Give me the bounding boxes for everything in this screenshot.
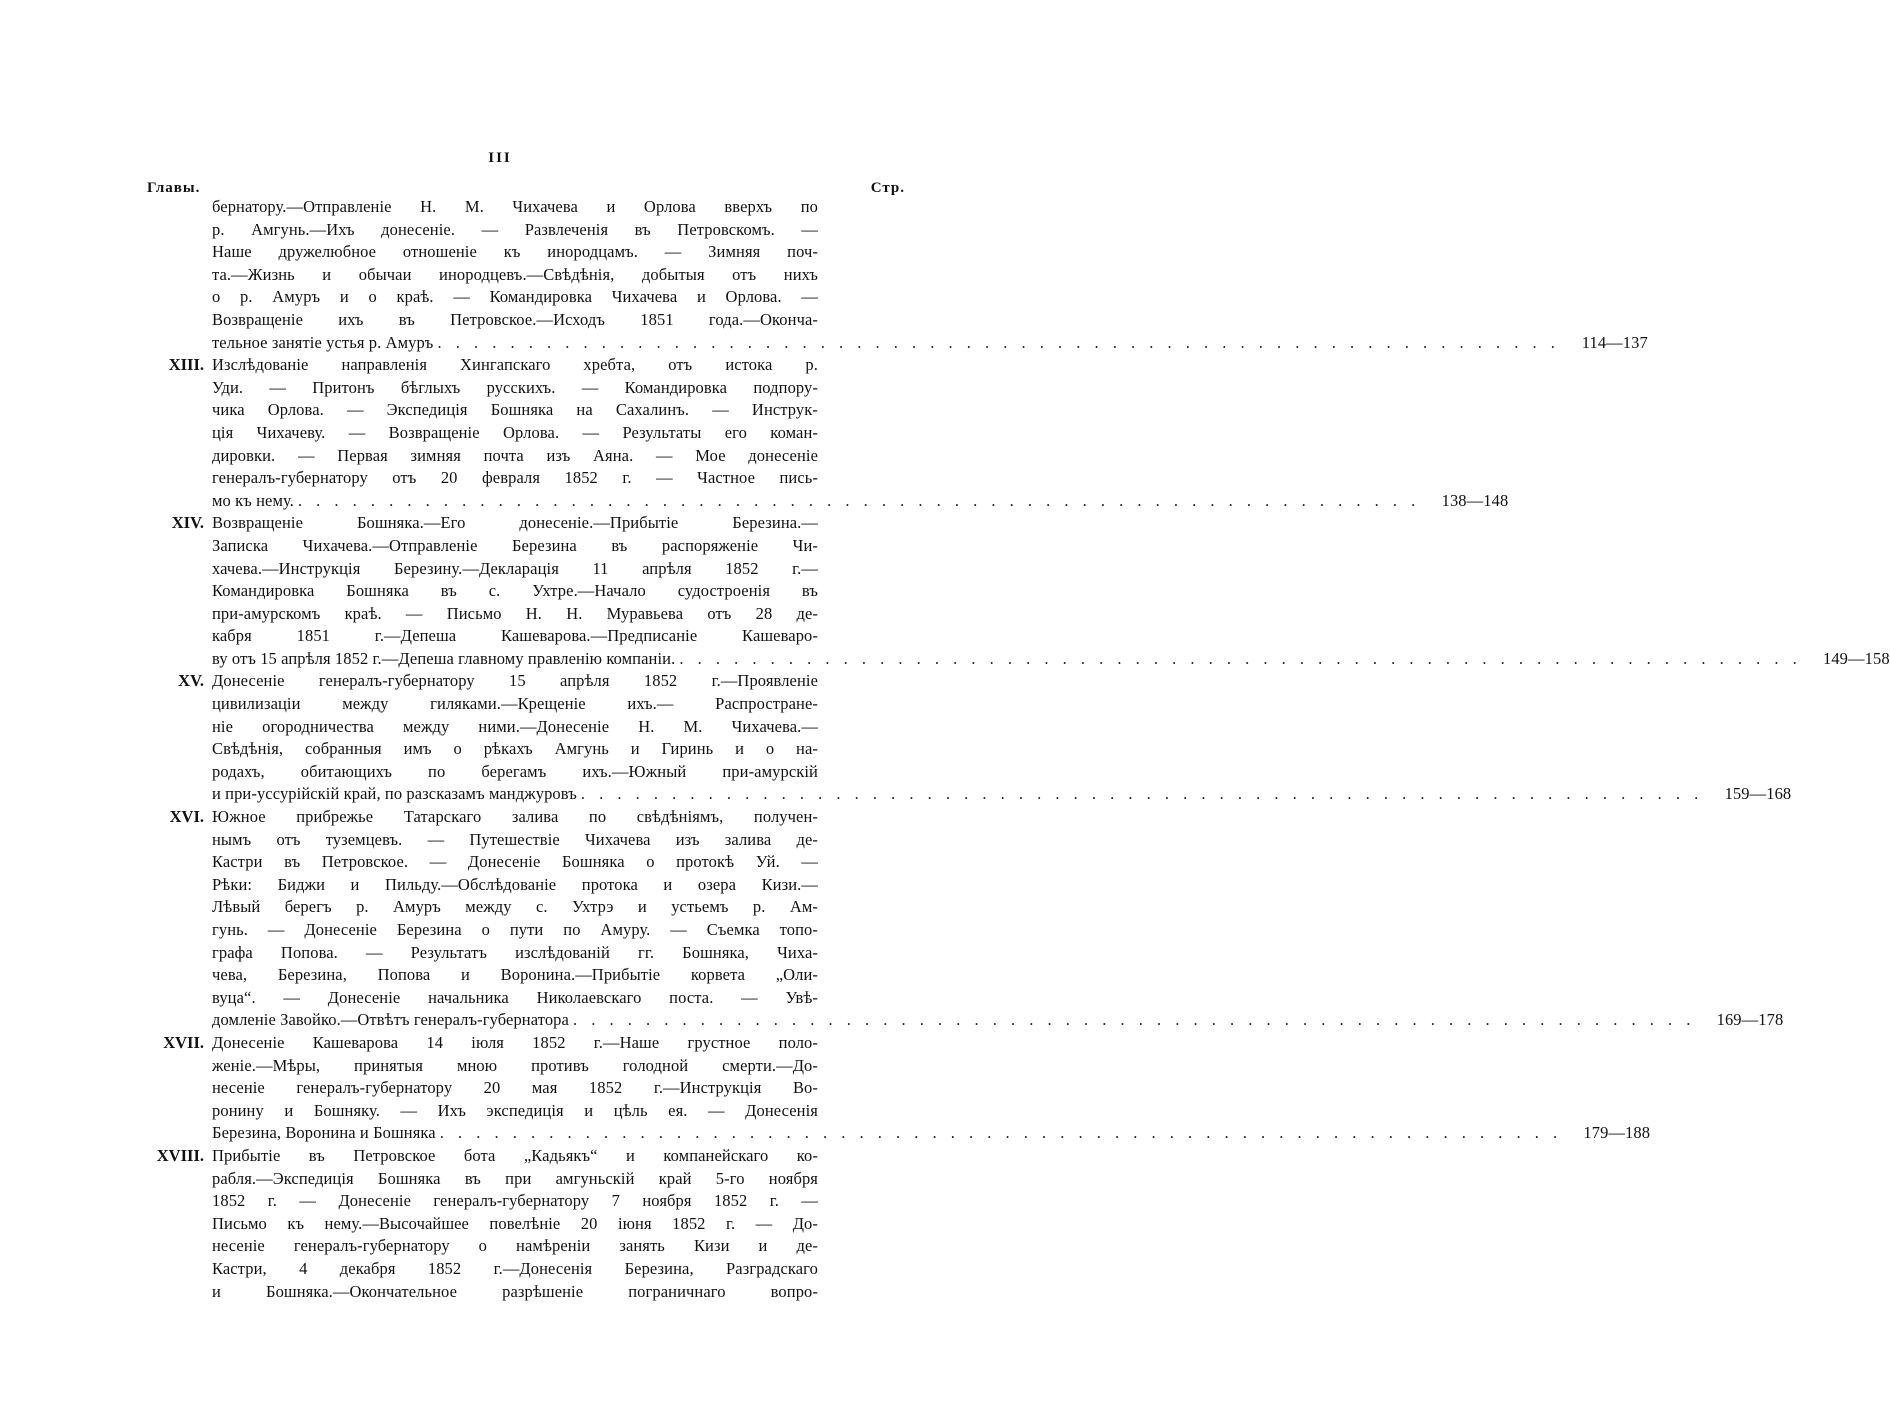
- summary-line: Березина, Воронина и Бошняка: [212, 1123, 436, 1143]
- summary-last-line: [212, 648, 1890, 671]
- chapter-summary: [212, 196, 1648, 354]
- page-range: 179—188: [1583, 1123, 1651, 1143]
- summary-line: нымъ отъ туземцевъ. — Путешествіе Чихачева изъ залива де-: [212, 829, 818, 849]
- summary-line: р. Амгунь.—Ихъ донесеніе. — Развлеченія въ Петровскомъ. —: [212, 219, 818, 239]
- summary-line: Лѣвый берегъ р. Амуръ между с. Ухтрэ и устьемъ р. Ам-: [212, 897, 818, 917]
- summary-line: 1852 г. — Донесеніе генералъ-губернатору 7 ноября 1852 г. —: [212, 1191, 818, 1211]
- page-range: 149—158: [1822, 648, 1890, 668]
- summary-last-line: [212, 1009, 1783, 1032]
- pages-column-header: Стр.: [870, 180, 905, 196]
- summary-line: генералъ-губернатору отъ 20 февраля 1852 г. — Частное пись-: [212, 468, 818, 488]
- dot-leader: [294, 490, 1424, 513]
- summary-line: несеніе генералъ-губернатору 20 мая 1852 г.—Инструкція Во-: [212, 1078, 818, 1098]
- chapter-number: XIV.: [171, 513, 204, 533]
- summary-line: Изслѣдованіе направленія Хингапскаго хребта, отъ истока р.: [212, 355, 818, 375]
- summary-line: та.—Жизнь и обычаи инородцевъ.—Свѣдѣнія, добытыя отъ нихъ: [212, 264, 818, 284]
- toc-entry: [140, 196, 1648, 354]
- dot-leader: [675, 648, 1805, 671]
- summary-line: Командировка Бошняка въ с. Ухтре.—Начало судостроенія въ: [212, 581, 818, 601]
- summary-line: тельное занятіе устья р. Амуръ: [212, 332, 434, 352]
- chapter-number: XVI.: [169, 807, 204, 827]
- page-number: III: [488, 150, 512, 166]
- table-of-contents: [140, 196, 1890, 1303]
- summary-line: Возвращеніе Бошняка.—Его донесеніе.—Прибытіе Березина.—: [212, 513, 818, 533]
- chapter-summary: [212, 806, 1783, 1032]
- page-range: 138—148: [1441, 490, 1509, 510]
- summary-line: Кастри, 4 декабря 1852 г.—Донесенія Березина, Разградскаго: [212, 1258, 818, 1278]
- toc-entry: [140, 806, 1784, 1032]
- summary-line: Кастри въ Петровское. — Донесеніе Бошняка о протокѣ Уй. —: [212, 852, 818, 872]
- page-range: 114—137: [1581, 332, 1648, 352]
- summary-line: чева, Березина, Попова и Воронина.—Прибытіе корвета „Оли-: [212, 965, 818, 985]
- summary-line: цивилизаціи между гиляками.—Крещеніе ихъ.— Распростране-: [212, 694, 818, 714]
- summary-line: вуца“. — Донесеніе начальника Николаевскаго поста. — Увѣ-: [212, 987, 818, 1007]
- page-range: 159—168: [1724, 784, 1792, 804]
- chapter-summary: [212, 512, 1890, 670]
- toc-entry: [140, 670, 1792, 806]
- dot-leader: [433, 332, 1563, 355]
- summary-line: рабля.—Экспедиція Бошняка въ при амгуньскій край 5-го ноября: [212, 1168, 818, 1188]
- summary-last-line: [212, 783, 1791, 806]
- chapters-column-header: Главы.: [147, 180, 201, 196]
- summary-line: и при-уссурійскій край, по разсказамъ манджуровъ: [212, 784, 577, 804]
- summary-line: ція Чихачеву. — Возвращеніе Орлова. — Результаты его коман-: [212, 422, 818, 442]
- summary-line: несеніе генералъ-губернатору о намѣреніи занять Кизи и де-: [212, 1236, 818, 1256]
- summary-line: Донесеніе Кашеварова 14 іюля 1852 г.—Наше грустное поло-: [212, 1032, 818, 1052]
- summary-line: Южное прибрежье Татарскаго залива по свѣдѣніямъ, получен-: [212, 807, 818, 827]
- dot-leader: [569, 1009, 1699, 1032]
- summary-last-line: [212, 332, 1648, 355]
- chapter-summary: [212, 1032, 1650, 1145]
- dot-leader: [436, 1122, 1566, 1145]
- summary-line: графа Попова. — Результатъ изслѣдованій гг. Бошняка, Чиха-: [212, 942, 818, 962]
- summary-line: Уди. — Притонъ бѣглыхъ русскихъ. — Командировка подпору-: [212, 377, 818, 397]
- chapter-summary: [212, 354, 1508, 512]
- summary-line: Донесеніе генералъ-губернатору 15 апрѣля 1852 г.—Проявленіе: [212, 671, 818, 691]
- toc-entry: [140, 354, 1509, 512]
- summary-line: Записка Чихачева.—Отправленіе Березина въ распоряженіе Чи-: [212, 535, 818, 555]
- summary-line: о р. Амуръ и о краѣ. — Командировка Чихачева и Орлова. —: [212, 287, 818, 307]
- summary-line: Прибытіе въ Петровское бота „Кадьякъ“ и компанейскаго ко-: [212, 1145, 818, 1165]
- summary-line: гунь. — Донесеніе Березина о пути по Амуру. — Съемка топо-: [212, 920, 818, 939]
- summary-line: чика Орлова. — Экспедиція Бошняка на Сахалинъ. — Инструк-: [212, 400, 818, 420]
- summary-last-line: [212, 490, 1508, 513]
- summary-line: хачева.—Инструкція Березину.—Декларація 11 апрѣля 1852 г.—: [212, 558, 818, 578]
- summary-line: Возвращеніе ихъ въ Петровское.—Исходъ 1851 года.—Оконча-: [212, 309, 818, 329]
- chapter-number: XVIII.: [156, 1145, 204, 1165]
- summary-line: ву отъ 15 апрѣля 1852 г.—Депеша главному правленію компаніи.: [212, 648, 676, 668]
- summary-line: Письмо къ нему.—Высочайшее повелѣніе 20 іюня 1852 г. — До-: [212, 1213, 818, 1233]
- summary-line: ронину и Бошняку. — Ихъ экспедиція и цѣль ея. — Донесенія: [212, 1100, 818, 1120]
- chapter-number: XVII.: [163, 1032, 204, 1052]
- chapter-summary: [212, 1145, 910, 1303]
- summary-line: родахъ, обитающихъ по берегамъ ихъ.—Южный при-амурскій: [212, 761, 818, 781]
- summary-line: при-амурскомъ краѣ. — Письмо Н. Н. Муравьева отъ 28 де-: [212, 603, 818, 623]
- summary-line: и Бошняка.—Окончательное разрѣшеніе пограничнаго вопро-: [212, 1281, 818, 1301]
- summary-line: ніе огородничества между ними.—Донесеніе Н. М. Чихачева.—: [212, 716, 818, 736]
- dot-leader: [577, 783, 1707, 806]
- summary-line: бернатору.—Отправленіе Н. М. Чихачева и Орлова вверхъ по: [212, 197, 818, 216]
- chapter-number: XIII.: [168, 355, 204, 375]
- chapter-summary: [212, 670, 1791, 806]
- toc-entry: [140, 512, 1890, 670]
- summary-line: Рѣки: Биджи и Пильду.—Обслѣдованіе протока и озера Кизи.—: [212, 874, 818, 894]
- summary-line: Наше дружелюбное отношеніе къ инородцамъ. — Зимняя поч-: [212, 242, 818, 262]
- summary-last-line: [212, 1122, 1650, 1145]
- summary-line: женіе.—Мѣры, принятыя мною противъ голодной смерти.—До-: [212, 1055, 818, 1075]
- chapter-number: XV.: [178, 671, 204, 691]
- toc-entry: [140, 1032, 1651, 1145]
- summary-line: кабря 1851 г.—Депеша Кашеварова.—Предписаніе Кашеваро-: [212, 626, 818, 646]
- summary-line: мо къ нему.: [212, 490, 294, 510]
- summary-line: дировки. — Первая зимняя почта изъ Аяна. — Мое донесеніе: [212, 445, 818, 465]
- page-range: 169—178: [1716, 1010, 1784, 1030]
- toc-entry: [140, 1145, 910, 1303]
- summary-line: домленіе Завойко.—Отвѣтъ генералъ-губернатора: [212, 1010, 569, 1030]
- summary-line: Свѣдѣнія, собранныя имъ о рѣкахъ Амгунь и Гиринь и о на-: [212, 739, 818, 759]
